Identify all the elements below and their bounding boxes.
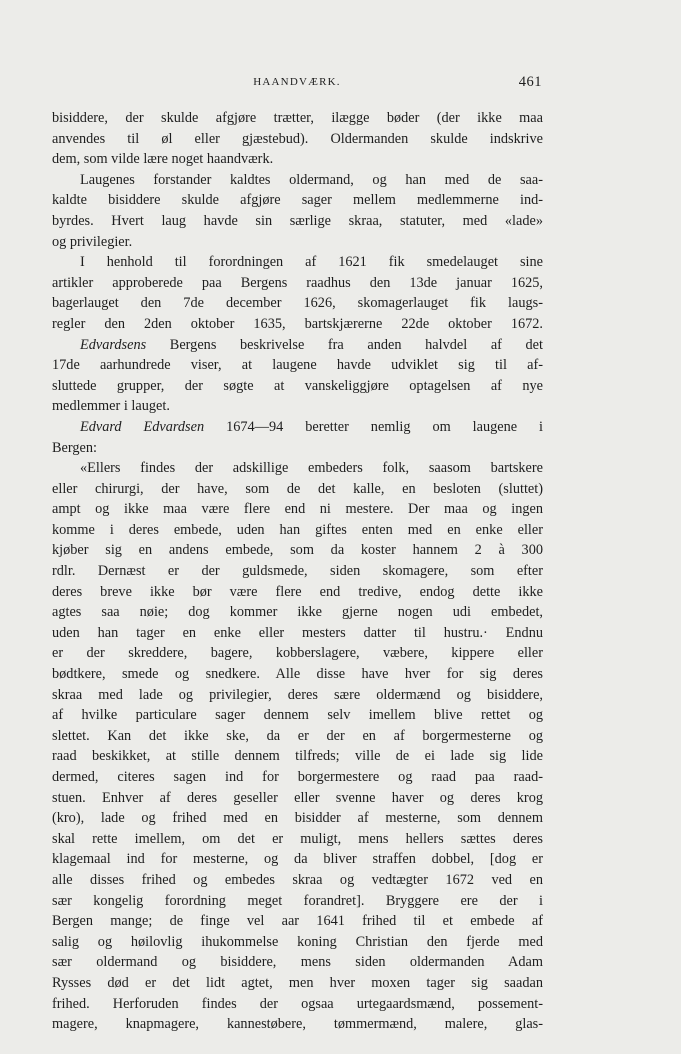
page-header [52,74,542,94]
line-text: skraa med lade og privilegier, deres sære oldermænd og bisiddere, [52,686,543,703]
line-text: sær oldermand og bisiddere, mens siden oldermanden Adam [52,954,543,971]
text-line [52,623,543,644]
running-head: HAANDVÆRK. [253,76,341,88]
text-line [52,994,543,1015]
line-text: 17de aarhundrede viser, at laugene havde udviklet sig til af- [52,357,543,374]
line-text: Laugenes forstander kaldtes oldermand, og han med de saa- [80,171,543,188]
line-text: raad beskikket, at stille dennem tilfreds; ville de ei lade sig lide [52,748,543,765]
line-text: deres breve ikke bør være flere end tredive, endog dette ikke [52,583,543,600]
line-text: medlemmer i lauget. [52,398,170,415]
text-line [52,149,543,170]
italic-name: Edvard Edvardsen [80,418,205,435]
text-line [52,273,543,294]
text-line [52,788,543,809]
text-line [52,849,543,870]
line-text: «Ellers findes der adskillige embeders folk, saasom bartskere [80,460,543,477]
text-line [52,520,543,541]
text-line [52,232,543,253]
text-line [52,438,543,459]
line-text: Bergen: [52,439,97,456]
line-text: eller chirurgi, der have, som de det kalle, en besloten (sluttet) [52,480,543,497]
line-text: rdlr. Dernæst er der guldsmede, siden skomagere, som efter [52,563,543,580]
text-line [52,561,543,582]
text-line [52,417,543,438]
text-line [52,643,543,664]
text-line [52,808,543,829]
line-text: kjøber sig en andens embede, som da koster hannem 2 à 300 [52,542,543,559]
line-text: frihed. Herforuden findes der ogsaa urtegaardsmænd, possement- [52,995,543,1012]
text-line [52,108,543,129]
text-line [52,129,543,150]
line-text: dem, som vilde lære noget haandværk. [52,151,274,168]
line-text: Rysses død er det lidt agtet, men hver moxen tager sig saadan [52,974,543,991]
line-text: artikler approberede paa Bergens raadhus den 13de januar 1625, [52,274,543,291]
text-line [52,664,543,685]
line-text: bisiddere, der skulde afgjøre trætter, ilægge bøder (der ikke maa [52,110,543,126]
text-line [52,479,543,500]
text-line [52,911,543,932]
line-text: Bergens beskrivelse fra anden halvdel af det [169,336,543,353]
text-line [52,211,543,232]
line-text: klagemaal ind for mesterne, og da bliver straffen dobbel, [dog er [52,851,543,868]
text-line [52,767,543,788]
line-text: ampt og ikke maa være flere end ni mestere. Der maa og ingen [52,501,543,518]
text-line [52,891,543,912]
text-line [52,293,543,314]
line-text: magere, knapmagere, kannestøbere, tømmermænd, malere, glas- [52,1016,543,1033]
line-text: kaldte bisiddere skulde afgjøre sager mellem medlemmerne ind- [52,192,543,209]
line-text: skal rette imellem, om det er muligt, mens hellers sættes deres [52,830,543,847]
text-line [52,870,543,891]
text-line [52,540,543,561]
line-text: og privilegier. [52,233,133,250]
text-line [52,602,543,623]
text-line [52,190,543,211]
text-line [52,458,543,479]
line-text: af hvilke particulare sager dennem selv imellem blive rettet og [52,707,543,724]
line-text: salig og høilovlig ihukommelse koning Christian den fjerde med [52,933,543,950]
line-text: slettet. Kan det ikke ske, da er der en af borgermesterne og [52,727,543,744]
line-text: er der skreddere, bagere, kobberslagere, væbere, kippere eller [52,645,543,662]
text-line [52,376,543,397]
line-text: (kro), lade og frihed med en bisidder af mesterne, som dennem [52,810,543,827]
line-text: 1674—94 beretter nemlig om laugene i [226,418,544,435]
text-line [52,170,543,191]
text-line [52,396,543,417]
line-text: dermed, citeres sagen ind for borgermestere og raad paa raad- [52,769,543,785]
text-line [52,335,543,356]
body-text [52,108,543,1035]
line-text: bødtkere, smede og snedkere. Alle disse have hver for sig deres [52,666,543,683]
page-number: 461 [518,74,542,90]
text-line [52,355,543,376]
text-line [52,952,543,973]
line-text: Bergen mange; de finge vel aar 1641 frihed til et embede af [52,913,543,930]
line-text: sær kongelig forordning meget forandret]. Bryggere ere der i [52,892,543,909]
italic-name: Edvardsens [80,336,147,353]
line-text: stuen. Enhver af deres geseller eller svenne haver og deres krog [52,789,543,806]
line-text: uden han tager en enke eller mesters datter til hustru.· Endnu [52,624,543,641]
line-text: alle disses frihed og embedes skraa og vedtægter 1672 ved en [52,871,543,888]
line-text: byrdes. Hvert laug havde sin særlige skraa, statuter, med «lade» [52,212,543,229]
line-text: regler den 2den oktober 1635, bartskjærerne 22de oktober 1672. [52,315,543,332]
text-line [52,252,543,273]
line-text: sluttede grupper, der søgte at vanskeliggjøre optagelsen af nye [52,377,543,394]
text-line [52,685,543,706]
text-line [52,499,543,520]
line-text: agtes saa nøie; dog kommer ikke gjerne nogen udi embedet, [52,604,543,621]
line-text: I henhold til forordningen af 1621 fik smedelauget sine [80,254,543,271]
line-text: bagerlauget den 7de december 1626, skomagerlauget fik laugs- [52,295,543,312]
text-line [52,829,543,850]
text-line [52,932,543,953]
line-text: anvendes til øl eller gjæstebud). Oldermanden skulde indskrive [52,130,543,147]
line-text: komme i deres embede, uden han giftes enten med en enke eller [52,521,543,538]
text-line [52,726,543,747]
text-line [52,582,543,603]
text-line [52,1014,543,1035]
text-line [52,973,543,994]
text-line [52,314,543,335]
text-line [52,746,543,767]
text-line [52,705,543,726]
